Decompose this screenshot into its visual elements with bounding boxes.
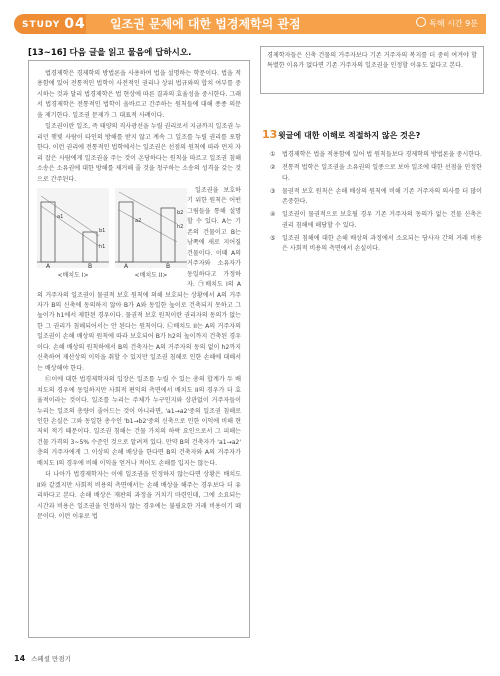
study-label: STUDY — [22, 20, 61, 30]
passage-continued-column — [260, 46, 484, 94]
label-b: B — [166, 262, 171, 268]
clock-icon — [416, 17, 426, 27]
page-number: 14 — [14, 654, 26, 663]
study-tab — [14, 14, 86, 34]
choice-5[interactable]: ⑤ 일조권 침해에 대한 손해 배상의 과정에서 소요되는 당사자 간의 거래 비용은 사회적 비용의 측면에서 손실이다. — [270, 235, 482, 253]
page-footer — [14, 654, 71, 663]
passage-paragraph-3: 일조권을 보호하기 위한 원칙은 어떤 그림들을 통해 설명할 수 있다. A는 기존의 건물이고 B는 남쪽에 새로 지어질 건물이다. 이때 A의 거주자와 소유자가 동일하다고 가정하자. ㉠배치도 I의 A의 거주자의 일조권이 물권적 보호 원칙에 의해 보호되는 상황에서 A의 거주자가 B의 신축에 동의하지 않아 B가 A와 동일한 높이로 건축되지 못하고 그 높이가 h1에서 제한된 경우이다. 물권적 보호 원칙이란 권리자의 동의가 없는 한 그 권리가 침해되어서는 안 된다는 원칙이다. ㉡배치도 II는 A의 거주자의 일조권이 손해 배상의 원칙에 따라 보호되어 B가 h2의 높이까지 건축된 경우이다. 손해 배상의 원칙하에서 B의 건축자는 A의 거주자의 동의 없이 h2까지 신축하여 재산상의 이익을 취할 수 있지만 일조권 침해로 인한 손해에 대해서는 배상해야 한다. — [37, 186, 241, 372]
page-header — [14, 12, 486, 38]
label-b2: b2 — [177, 209, 184, 216]
figure-caption-2: <배치도 II> — [134, 271, 168, 279]
label-a: A — [46, 262, 51, 268]
choice-3[interactable]: ③ 물권적 보호 원칙은 손해 배상의 원칙에 비해 기존 거주자의 의사를 더 많이 존중한다. — [270, 187, 482, 206]
passage-paragraph-1: 법경제학은 경제학의 방법론을 사용하여 법을 설명하는 학문이다. 법을 적용함에 있어 전통적인 법학이 사전적인 권리나 상위 법규와의 합치 여부를 중시하는 것과 달리 법경제학은 법 현상에 따른 결과의 효율성을 중시한다. 그래서 법경제학은 전통적인 법학이 올바르고 간주하는 원칙들에 대해 종종 의문을 제기한다. 일조권 문제가 그 대표적 사례이다. — [37, 70, 241, 119]
label-a1: a1 — [57, 213, 64, 220]
label-h2: h2 — [177, 223, 184, 230]
question-instructions: [13~16] 다음 글을 읽고 물음에 답하시오. — [28, 48, 192, 58]
question-number: 13 — [262, 128, 278, 141]
reading-time — [416, 15, 478, 33]
choice-1[interactable]: ① 법경제학은 법을 적용함에 있어 법 원칙들보다 경제학의 방법론을 중시한다. — [270, 151, 482, 158]
choice-2[interactable]: ② 전통적 법학은 일조권을 소유권의 일종으로 보아 일조에 대한 선점을 인정한다. — [270, 164, 482, 182]
label-b1: b1 — [99, 227, 106, 234]
passage-box — [28, 60, 250, 638]
book-title: 스페셜 만점기 — [31, 655, 71, 663]
passage-paragraph-2: 일조권이란 일조, 즉 태양의 직사광선을 누릴 권리로서 지금까지 일조권 누리던 햇빛 사람이 타인의 방해를 받지 않고 계속 그 일조를 누릴 권리를 포함한다. 이런 권리에 전통적인 법학에서는 일조권은 선점의 원칙에 따라 먼저 자리 잡은 사람에게 일조권을 주는 것이 온당하다는 원칙을 따르고 일조권 침해 소송은 소유권에 대한 방해를 제거해 줄 것을 청구하는 소송의 성격을 갖는 것으로 간주된다. — [37, 123, 241, 183]
label-a: A — [124, 262, 129, 268]
figure-layout-2 — [115, 188, 187, 284]
question-text: 윗글에 대한 이해로 적절하지 않은 것은? — [278, 131, 421, 140]
figure-layout-1 — [37, 188, 109, 284]
label-b: B — [88, 262, 93, 268]
page-title: 일조권 문제에 대한 법경제학의 관점 — [110, 17, 301, 31]
passage-paragraph-4: ㉢이에 대한 법경제학자의 입장은 일조를 누릴 수 있는 총의 합계가 두 배치도의 경우에 동일하지만 사회적 편익의 측면에서 배치도 II의 경우가 더 효율적이라는 것이다. 일조를 누리는 주체가 누구인지와 상관없이 거주자들이 누리는 일조의 총량이 줄어드는 것이 아니라면, 'a1→a2'중의 일조권 침해로 인한 손실은 그와 동일한 총수인 'b1→b2'중의 신축으로 인한 이익에 비해 현저히 적기 때문이다. 일조권 침해는 건물 가치의 하락 요인으로서 그 피해는 건물 가격의 3~5% 수준인 것으로 알려져 있다. 만약 B의 건축자가 'a1→a2' 층의 거주자에게 그 이상의 손해 배상을 한다면 B의 건축자와 A의 거주자가 배치도 I의 경우에 비해 이익을 얻거나 적어도 손해를 입지는 않는다. — [37, 376, 241, 467]
answer-choices — [270, 150, 482, 258]
passage-paragraph-5: 더 나아가 법경제학자는 이에 일조권을 인정하지 않는다면 상황은 배치도 II와 같겠지만 사회적 비용의 측면에서는 손해 배상을 해주는 경우보다 더 유리하다고 본다. 손해 배상은 재판의 과정을 거치기 마련인데, 그에 소요되는 시간과 비용은 일조권을 인정하지 않는 경우에는 불필요한 거래 비용이기 때문이다. 이런 이유로 법 — [37, 471, 241, 521]
layout-figures — [37, 188, 187, 284]
label-h1: h1 — [99, 243, 106, 250]
figure-caption-1: <배치도 I> — [57, 271, 89, 279]
reading-time-label: 독해 시간 9분 — [429, 19, 478, 28]
choice-4[interactable]: ④ 일조권이 물권적으로 보호될 경우 기존 거주자의 동의가 없는 건물 신축은 권리 침해에 해당할 수 있다. — [270, 211, 482, 229]
passage-continued-text: 경제학자들은 신축 건물의 거주자보다 기존 거주자의 복지를 더 중히 여겨야 할 특별한 이유가 없다면 기존 거주자의 일조권을 인정할 이유도 없다고 본다. — [267, 52, 477, 70]
passage-continued-box — [260, 46, 484, 94]
study-number: 04 — [64, 16, 86, 32]
label-a2: a2 — [135, 217, 142, 224]
